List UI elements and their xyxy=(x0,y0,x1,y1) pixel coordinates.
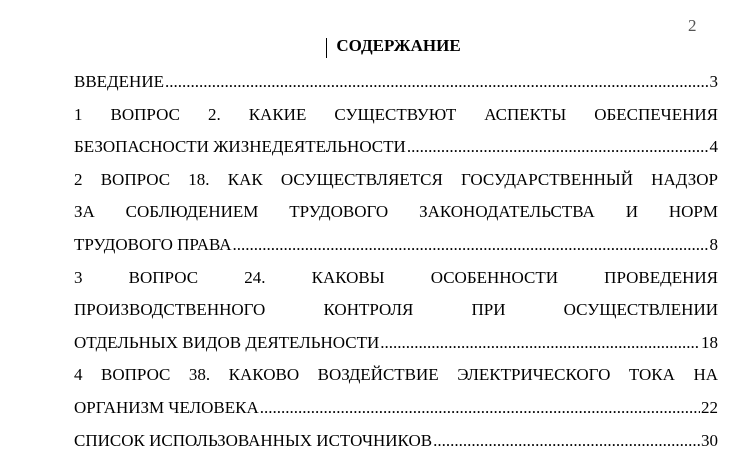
toc-leader-dots xyxy=(407,131,709,164)
table-of-contents xyxy=(74,66,718,457)
toc-entry-line[interactable]: 3 ВОПРОС 24. КАКОВЫ ОСОБЕННОСТИ ПРОВЕДЕНИЯ xyxy=(74,267,718,287)
toc-entry-line[interactable]: 2 ВОПРОС 18. КАК ОСУЩЕСТВЛЯЕТСЯ ГОСУДАРСТВЕННЫЙ НАДЗОР xyxy=(74,169,718,189)
toc-entry-question-3[interactable] xyxy=(74,327,718,360)
toc-entry-line[interactable]: ПРОИЗВОДСТВЕННОГО КОНТРОЛЯ ПРИ ОСУЩЕСТВЛЕНИИ xyxy=(74,300,718,320)
toc-page-number: 30 xyxy=(701,430,718,450)
page-number: 2 xyxy=(688,16,697,35)
toc-entry-text: ОРГАНИЗМ ЧЕЛОВЕКА xyxy=(74,397,259,417)
toc-entry-text: БЕЗОПАСНОСТИ ЖИЗНЕДЕЯТЕЛЬНОСТИ xyxy=(74,137,406,157)
toc-entry-question-4[interactable] xyxy=(74,392,718,425)
toc-page-number: 18 xyxy=(701,332,718,352)
toc-page-number: 22 xyxy=(701,397,718,417)
toc-entry-question-1[interactable] xyxy=(74,131,718,164)
toc-entry-text: СПИСОК ИСПОЛЬЗОВАННЫХ ИСТОЧНИКОВ xyxy=(74,430,433,450)
toc-entry-text: ОТДЕЛЬНЫХ ВИДОВ ДЕЯТЕЛЬНОСТИ xyxy=(74,332,380,352)
toc-page-number: 3 xyxy=(709,72,718,91)
toc-entry-line[interactable]: ЗА СОБЛЮДЕНИЕМ ТРУДОВОГО ЗАКОНОДАТЕЛЬСТВА И НОРМ xyxy=(74,202,718,222)
toc-page-number: 4 xyxy=(709,137,718,157)
toc-entry-introduction[interactable] xyxy=(74,66,718,99)
toc-entry-line[interactable]: 1 ВОПРОС 2. КАКИЕ СУЩЕСТВУЮТ АСПЕКТЫ ОБЕСПЕЧЕНИЯ xyxy=(74,104,718,124)
toc-entry-line[interactable]: 4 ВОПРОС 38. КАКОВО ВОЗДЕЙСТВИЕ ЭЛЕКТРИЧЕСКОГО ТОКА НА xyxy=(74,365,718,385)
toc-leader-dots xyxy=(380,327,700,360)
toc-leader-dots xyxy=(433,425,700,458)
toc-entry-text: ТРУДОВОГО ПРАВА xyxy=(74,234,232,254)
page-title[interactable]: СОДЕРЖАНИЕ xyxy=(336,36,461,55)
toc-leader-dots xyxy=(260,392,700,425)
toc-leader-dots xyxy=(233,229,709,262)
toc-entry-text: ВВЕДЕНИЕ xyxy=(74,72,164,91)
toc-page-number: 8 xyxy=(709,234,718,254)
toc-entry-references[interactable] xyxy=(74,425,718,458)
toc-leader-dots xyxy=(165,66,709,99)
toc-entry-question-2[interactable] xyxy=(74,229,718,262)
